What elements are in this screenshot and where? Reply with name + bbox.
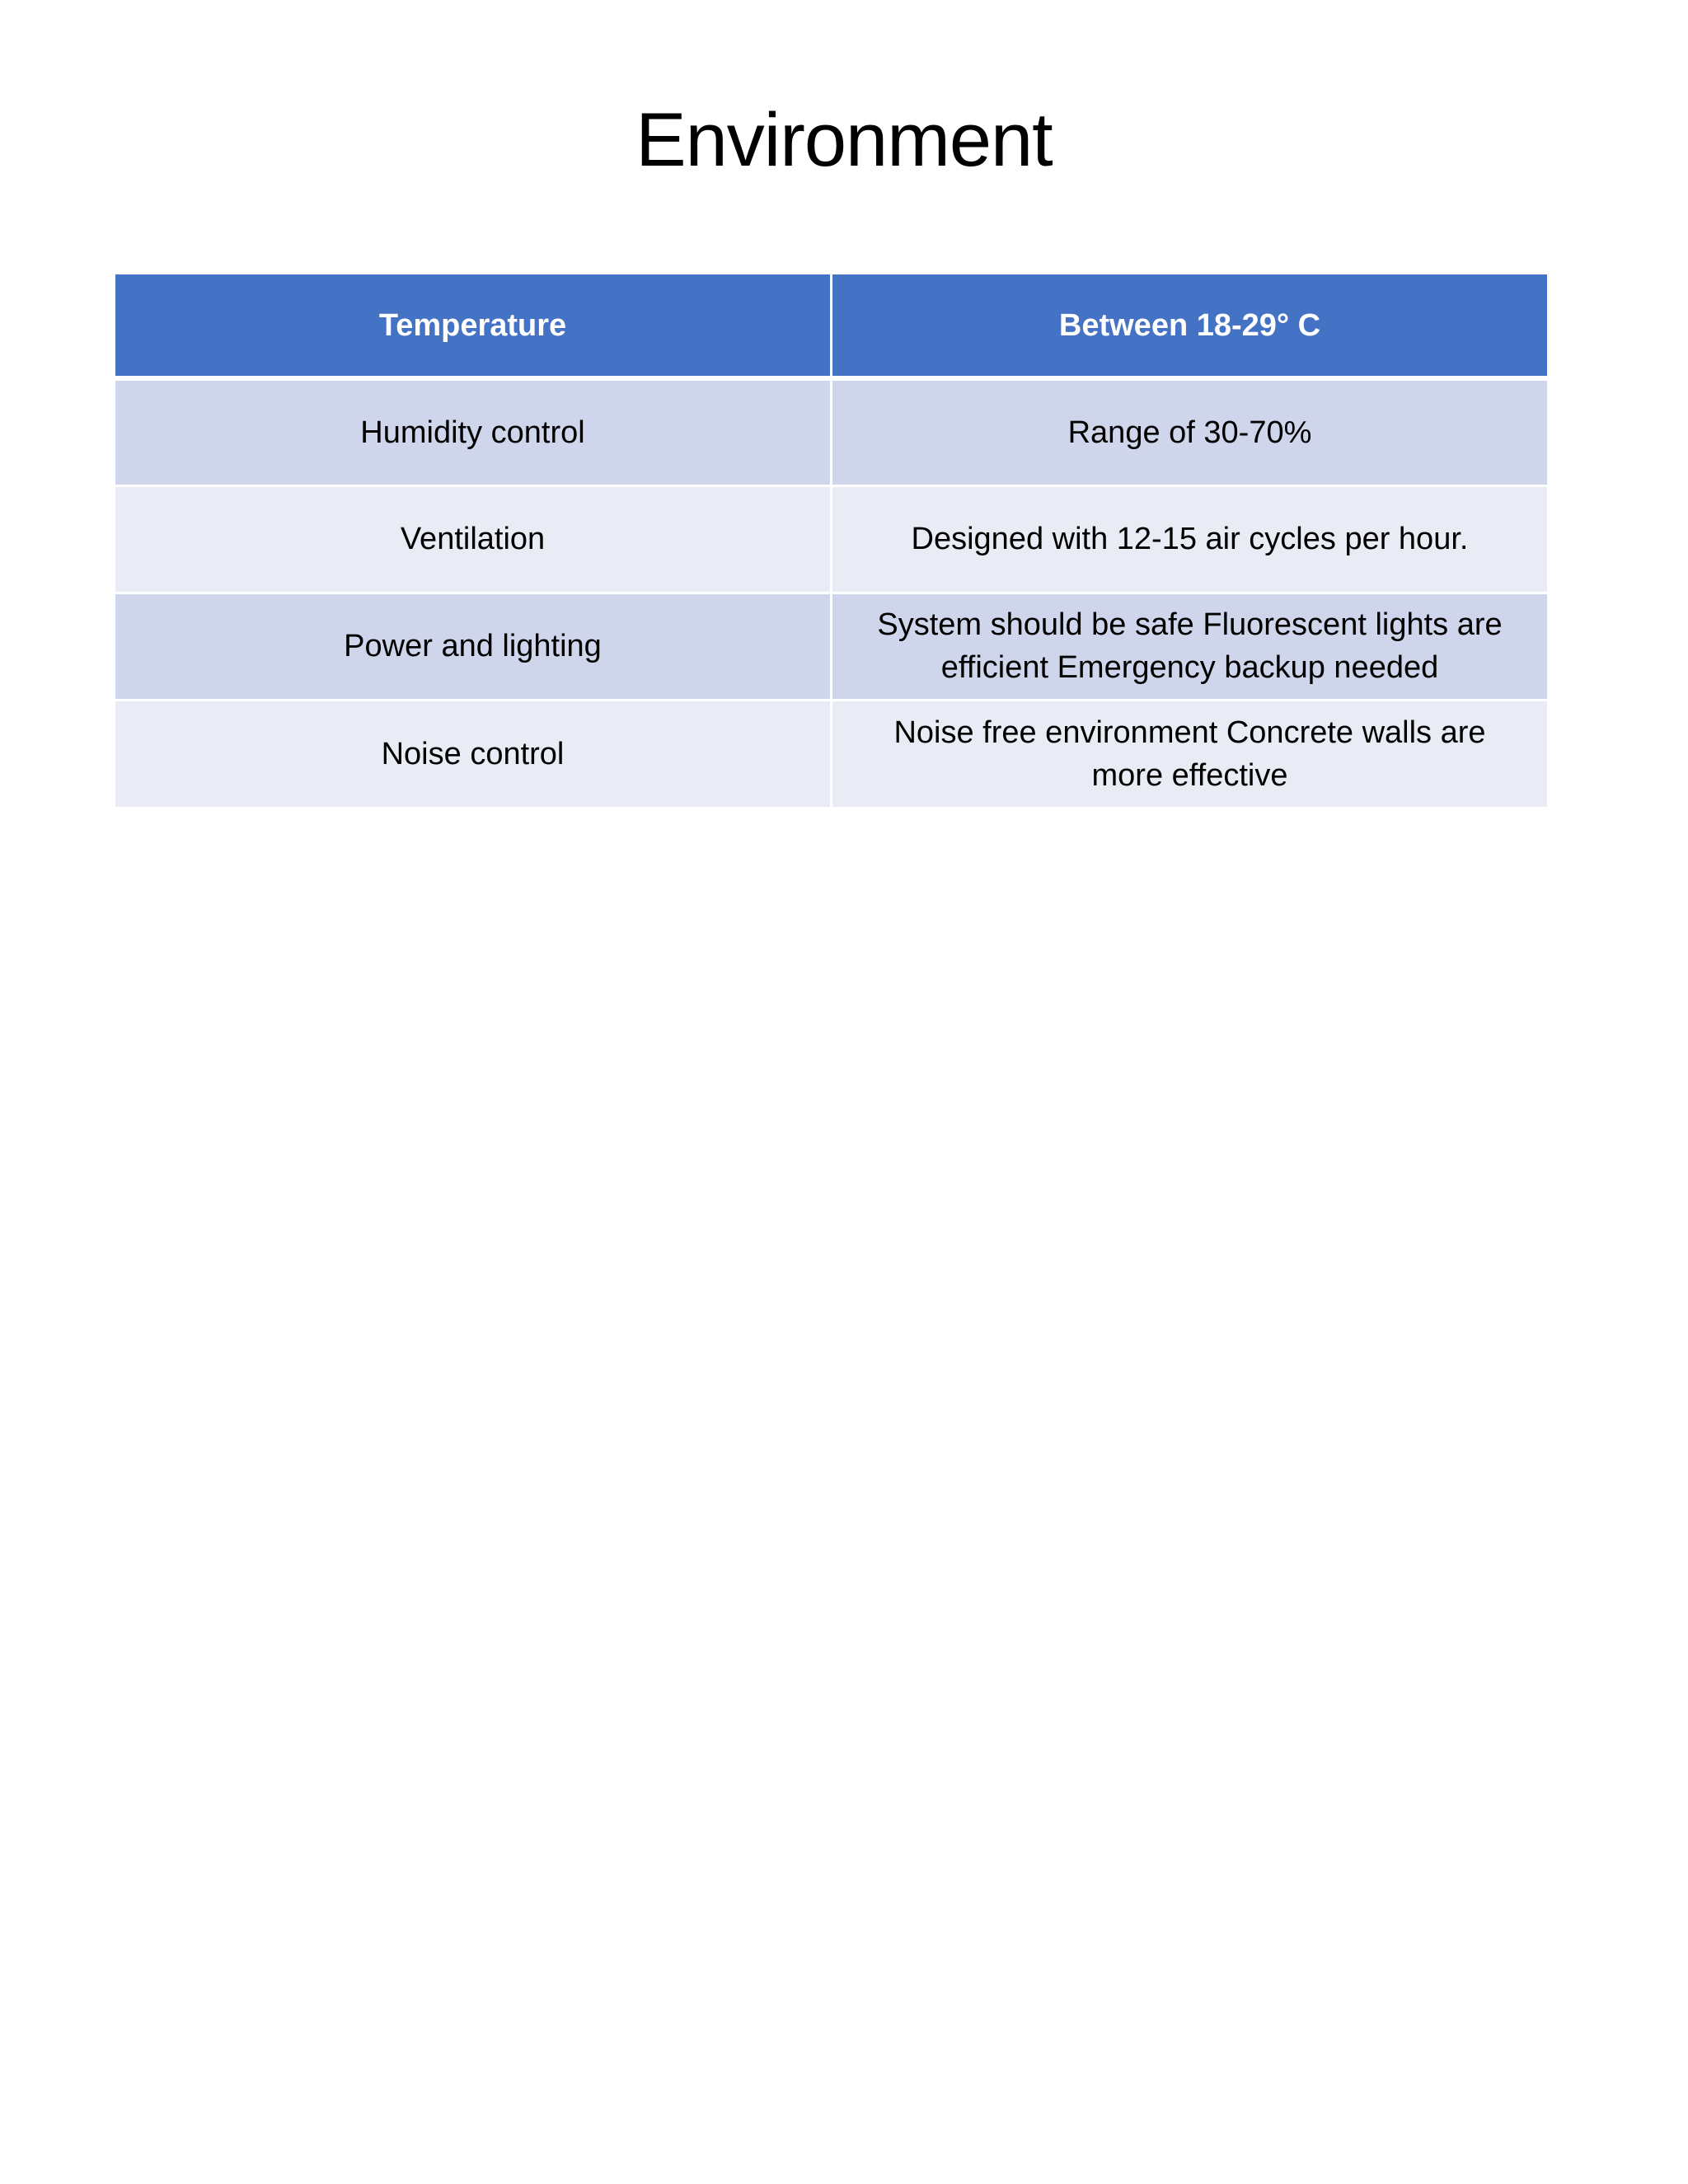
table-header-row xyxy=(115,274,1547,378)
table-header xyxy=(115,274,1547,378)
table-row xyxy=(115,378,1547,485)
table-cell-requirement: Ventilation xyxy=(115,485,832,593)
table-cell-requirement: Humidity control xyxy=(115,378,832,485)
environment-table-container xyxy=(115,274,1547,807)
table-cell-specification: Designed with 12-15 air cycles per hour. xyxy=(911,522,1469,556)
header-cell-specification: Between 18-29° C xyxy=(1058,307,1321,343)
table-cell-specification: Noise free environment Concrete walls are more effective xyxy=(893,715,1486,793)
table-cell-specification: System should be safe Fluorescent lights are efficient Emergency backup needed xyxy=(877,607,1503,685)
environment-table xyxy=(115,274,1547,807)
table-row xyxy=(115,700,1547,807)
header-cell-requirement: Temperature xyxy=(115,274,832,378)
table-cell-requirement: Noise control xyxy=(115,700,832,807)
table-cell-specification: Range of 30-70% xyxy=(1067,415,1312,450)
page-title: Environment xyxy=(635,98,1053,182)
table-row xyxy=(115,593,1547,700)
table-cell-requirement: Power and lighting xyxy=(115,593,832,700)
table-row xyxy=(115,485,1547,593)
table-body xyxy=(115,378,1547,807)
